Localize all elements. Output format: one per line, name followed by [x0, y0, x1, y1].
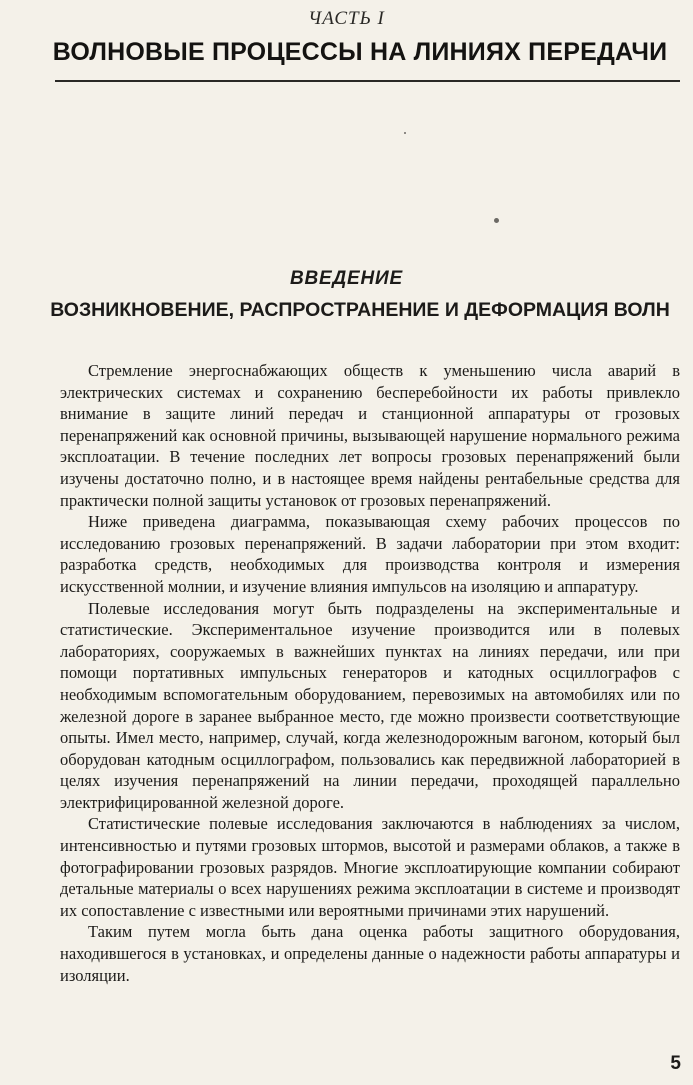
page-number: 5 — [670, 1053, 681, 1074]
chapter-title: ВОЗНИКНОВЕНИЕ, РАСПРОСТРАНЕНИЕ И ДЕФОРМАЦИЯ ВОЛН — [50, 299, 670, 321]
paragraph: Полевые исследования могут быть подразделены на экспериментальные и статистические. Экспериментальное изучение производится или в полевых лабораториях, сооружаемых в важнейших пунктах на линиях передачи, или при помощи портативных импульсных генераторов и катодных осциллографов с необходимым вспомогательным оборудованием, перевозимых на автомобилях или по железной дороге в заранее выбранное место, где можно произвести соответствующие опыты. Имел место, например, случай, когда железнодорожным вагоном, который был оборудован катодным осциллографом, пользовались как передвижной лабораторией в целях изучения перенапряжений на линии передачи, проходящей параллельно электрифицированной железной дороге. — [60, 598, 680, 812]
body-text — [60, 360, 680, 986]
scan-speck — [494, 218, 499, 223]
intro-label: ВВЕДЕНИЕ — [290, 268, 403, 289]
part-title: ВОЛНОВЫЕ ПРОЦЕССЫ НА ЛИНИЯХ ПЕРЕДАЧИ — [52, 38, 668, 66]
paragraph: Статистические полевые исследования заключаются в наблюдениях за числом, интенсивностью и путями грозовых штормов, высотой и размерами облаков, а также в фотографировании грозовых разрядов. Многие эксплоатирующие компании собирают детальные материалы о всех нарушениях режима эксплоатации в системе и производят их сопоставление с известными или вероятными причинами этих нарушений. — [60, 814, 680, 920]
paragraph: Ниже приведена диаграмма, показывающая схему рабочих процессов по исследованию грозовых перенапряжений. В задачи лаборатории при этом входит: разработка средств, необходимых для производства контроля и измерения искусственной молнии, и изучение влияния импульсов на изоляцию и аппаратуру. — [60, 512, 680, 596]
paragraph: Таким путем могла быть дана оценка работы защитного оборудования, находившегося в установках, и определены данные о надежности работы аппаратуры и изоляции. — [60, 922, 680, 985]
scan-speck — [404, 132, 406, 134]
paragraph: Стремление энергоснабжающих обществ к уменьшению числа аварий в электрических системах и сохранению бесперебойности их работы привлекло внимание в защите линий передач и станционной аппаратуры от грозовых перенапряжений как основной причины, вызывающей нарушение нормального режима эксплоатации. В течение последних лет вопросы грозовых перенапряжений были изучены достаточно полно, и в настоящее время найдены рентабельные средства для практически полной защиты установок от грозовых перенапряжений. — [60, 361, 680, 510]
part-label: ЧАСТЬ I — [308, 8, 385, 29]
header-rule — [55, 80, 680, 82]
